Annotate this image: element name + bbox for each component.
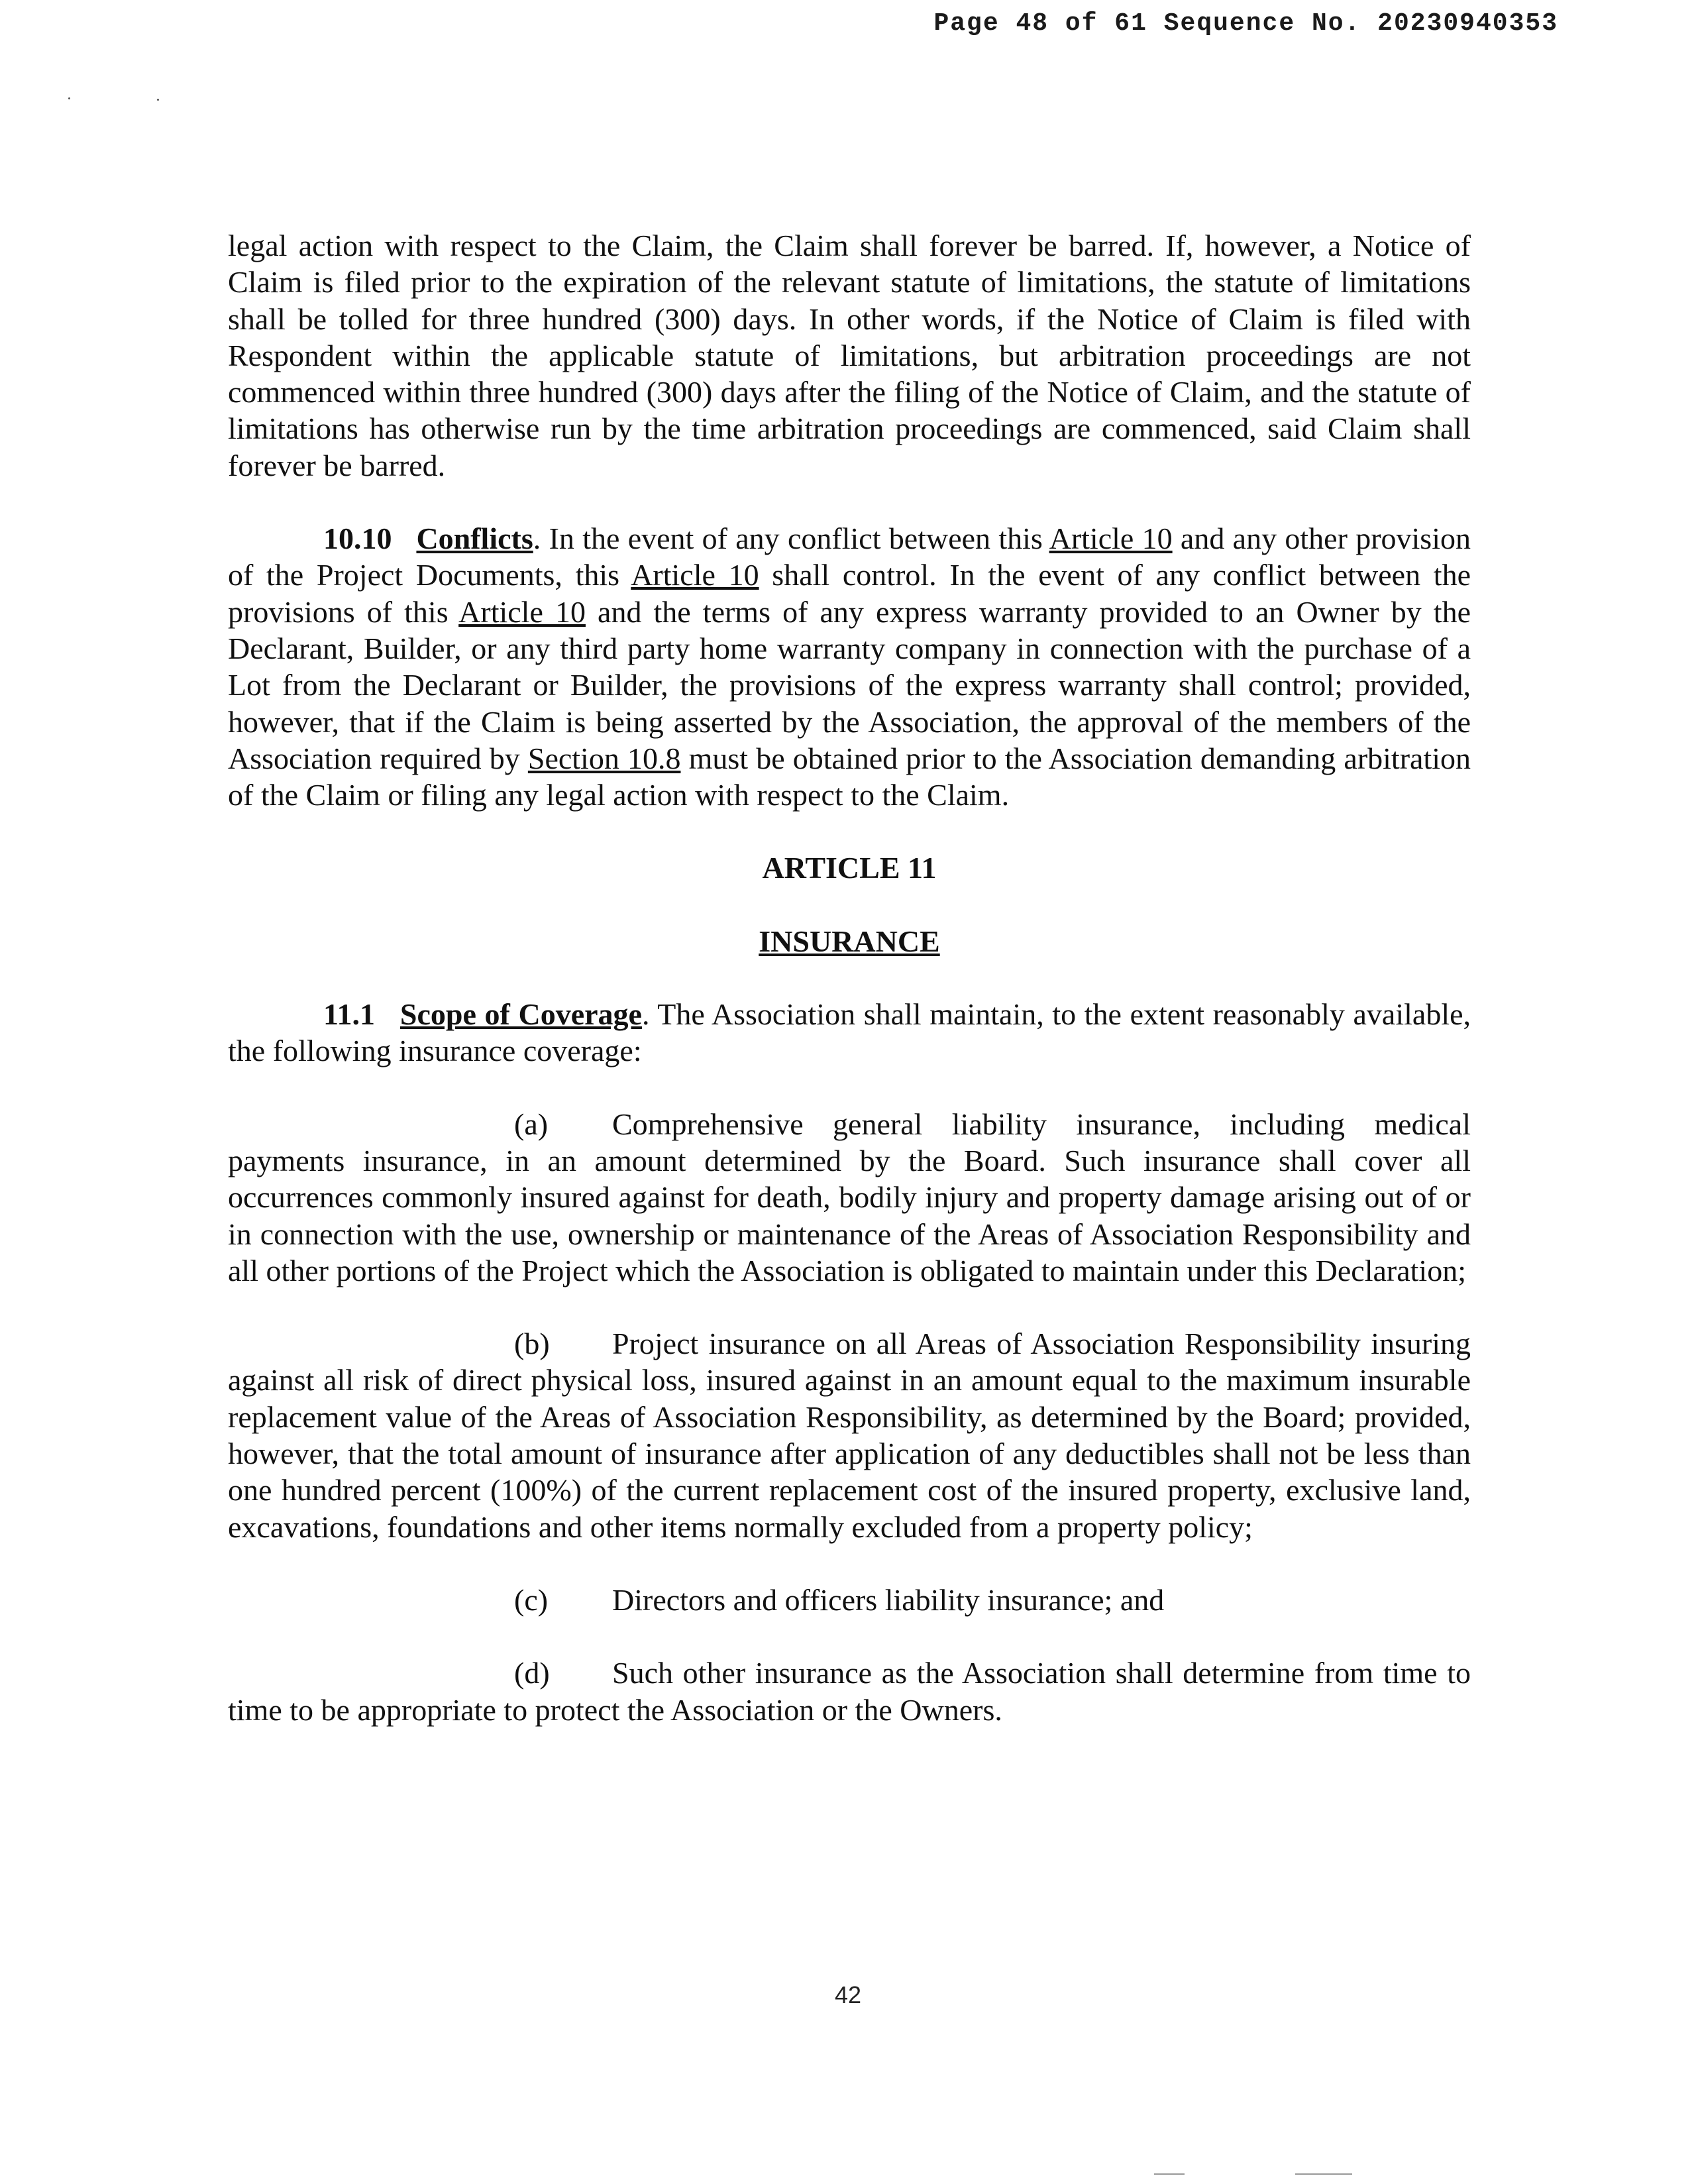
- scan-mark: [1295, 2173, 1352, 2175]
- section-text: must be obtained prior to the Association demanding arbitration of the Claim or filing any legal action with respect to the Claim.: [228, 741, 1471, 812]
- page-number: 42: [834, 1981, 862, 2008]
- list-item-c: [228, 1582, 1471, 1618]
- cross-reference: Article 10: [1049, 521, 1173, 556]
- scan-speck: [157, 99, 159, 101]
- item-label: (a): [514, 1107, 549, 1141]
- cross-reference: Section 10.8: [527, 741, 681, 775]
- section-title: Scope of Coverage: [399, 997, 642, 1032]
- article-title: INSURANCE: [759, 924, 940, 958]
- section-number: 10.10: [323, 521, 392, 556]
- item-label: (c): [514, 1582, 549, 1617]
- list-item-d: [228, 1655, 1471, 1728]
- item-label: (b): [514, 1327, 550, 1361]
- section-text: . In the event of any conflict between this: [533, 521, 1049, 556]
- item-text: Directors and officers liability insurance; and: [612, 1582, 1165, 1617]
- article-number: ARTICLE 11: [762, 851, 937, 885]
- section-text: shall control. In the event of any conflict between the provisions of this: [228, 558, 1471, 629]
- item-text: Project insurance on all Areas of Association Responsibility insuring against all risk of direct physical loss, insured against in an amount equal to the maximum insurable replacement value of the Areas of Association Responsibility, as determined by the Board; provided, however, that the total amount of insurance after application of any deductibles shall not be less than one hundred percent (100%) of the current replacement cost of the insured property, exclusive land, excavations, foundations and other items normally excluded from a property policy;: [228, 1327, 1471, 1544]
- list-item-a: [228, 1106, 1471, 1289]
- continued-paragraph: legal action with respect to the Claim, the Claim shall forever be barred. If, however, a Notice of Claim is filed prior to the expiration of the relevant statute of limitations, the statute of limitations shall be tolled for three hundred (300) days. In other words, if the Notice of Claim is filed with Respondent within the applicable statute of limitations, but arbitration proceedings are not commenced within three hundred (300) days after the filing of the Notice of Claim, and the statute of limitations has otherwise run by the time arbitration proceedings are commenced, said Claim shall forever be barred.: [228, 229, 1471, 482]
- item-text: Such other insurance as the Association shall determine from time to time to be appropriate to protect the Association or the Owners.: [228, 1656, 1471, 1727]
- section-text: . The Association shall maintain, to the extent reasonably available, the following insurance coverage:: [228, 997, 1471, 1068]
- scan-mark: [1154, 2173, 1185, 2175]
- cross-reference: Article 10: [631, 558, 759, 592]
- scan-speck: [68, 97, 70, 99]
- section-title: Conflicts: [416, 521, 533, 556]
- sequence-stamp: Page 48 of 61 Sequence No. 20230940353: [933, 9, 1558, 38]
- item-label: (d): [514, 1656, 550, 1690]
- section-text: and the terms of any express warranty provided to an Owner by the Declarant, Builder, or any third party home warranty company in connection with the purchase of a Lot from the Declarant or Builder, the provisions of the express warranty shall control; provided, however, that if the Claim is being asserted by the Association, the approval of the members of the Association required by: [228, 594, 1471, 775]
- section-text: and any other provision of the Project Documents, this: [228, 521, 1471, 592]
- section-number: 11.1: [323, 997, 375, 1032]
- section-10-10: [228, 520, 1471, 813]
- document-body: [228, 227, 1471, 1728]
- item-text: Comprehensive general liability insurance, including medical payments insurance, in an amount determined by the Board. Such insurance shall cover all occurrences commonly insured against for death, bodily injury and property damage arising out of or in connection with the use, ownership or maintenance of the Areas of Association Responsibility and all other portions of the Project which the Association is obligated to maintain under this Declaration;: [228, 1107, 1471, 1287]
- list-item-b: [228, 1325, 1471, 1545]
- cross-reference: Article 10: [458, 594, 586, 629]
- section-11-1: [228, 996, 1471, 1069]
